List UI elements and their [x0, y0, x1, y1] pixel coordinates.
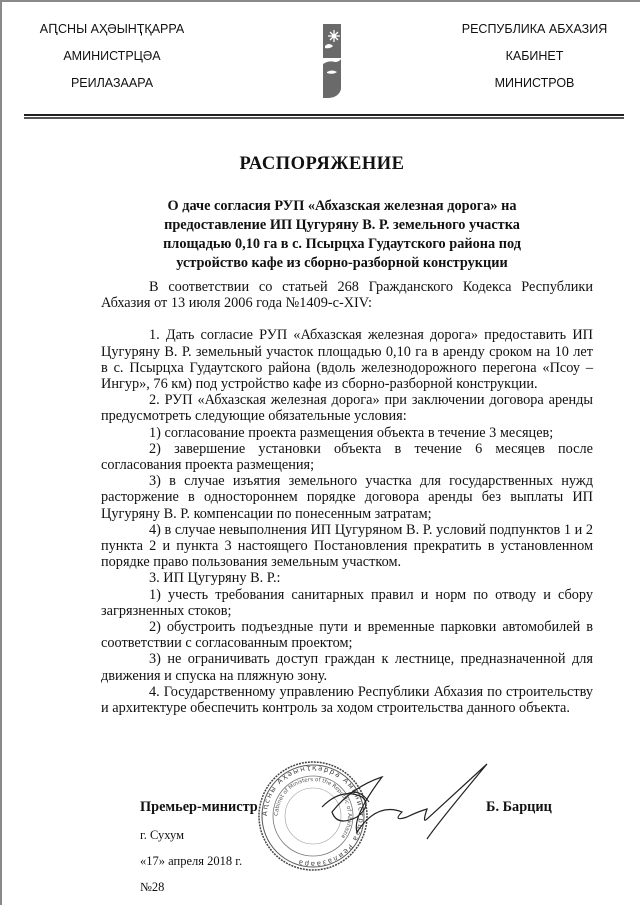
clause-3-item-1: 1) учесть требования санитарных правил и норм по отводу и сбору загрязненных стоков;: [101, 586, 593, 619]
subject-line: устройство кафе из сборно-разборной конструкции: [176, 255, 508, 271]
letterhead-left-line-1: АԤСНЫ АҲӘЫНҬҚАРРА: [39, 22, 185, 36]
header-divider-right-secondary: [322, 117, 624, 119]
clause-3: 3. ИП Цугуряну В. Р.:: [149, 570, 281, 587]
signatory-name: Б. Барциц: [486, 799, 552, 815]
letterhead-left-line-2: АМИНИСТРЦӘА: [63, 49, 161, 63]
clause-2-item-3: 3) в случае изъятия земельного участка для государственных нужд расторжение в одностороннем порядке договора аренды без выплаты ИП Цугуряну В. Р. компенсации по понесенным затратам;: [101, 473, 593, 522]
handwritten-signature-icon: [292, 762, 492, 842]
header-divider-right: [322, 114, 624, 116]
letterhead-right-line-3: МИНИСТРОВ: [494, 76, 575, 90]
stamp-outer-text: Аԥсны Аҳәынҭқарра Аминистрцәа Реилазаара: [260, 763, 366, 869]
clause-2-item-2: 2) завершение установки объекта в течение 6 месяцев после согласования проекта размещения;: [101, 440, 593, 474]
document-number: №28: [140, 880, 165, 894]
signatory-position: Премьер-министр: [140, 799, 258, 815]
clause-3-item-2: 2) обустроить подъездные пути и временные парковки автомобилей в соответствии с согласованным проектом;: [101, 619, 593, 652]
clause-1: 1. Дать согласие РУП «Абхазская железная дорога» предоставить ИП Цугуряну В. Р. земельный участок площадью 0,10 га в аренду сроком на 10 лет в с. Псырцха Гудаутского района (вдоль железнодорожного перегона «Псоу – Ингур», 76 км) под устройство кафе из сборно-разборной конструкции.: [101, 327, 593, 393]
subject-line: О даче согласия РУП «Абхазская железная дорога» на: [167, 198, 517, 214]
clause-2-item-4: 4) в случае невыполнения ИП Цугуряном В. Р. условий подпунктов 1 и 2 пункта 2 и пункта 3 настоящего Постановления прекратить в установленном порядке право пользования земельным участком.: [101, 521, 593, 571]
letterhead-abkhaz: [22, 22, 202, 103]
document-title: РАСПОРЯЖЕНИЕ: [239, 154, 405, 174]
letterhead-right-line-2: КАБИНЕТ: [505, 49, 564, 63]
document-subject: [142, 197, 542, 273]
coat-of-arms-emblem-icon: [323, 24, 343, 98]
clause-2-item-1: 1) согласование проекта размещения объекта в течение 3 месяцев;: [149, 424, 554, 441]
clause-2: 2. РУП «Абхазская железная дорога» при заключении договора аренды предусмотреть следующие обязательные условия:: [101, 392, 593, 425]
preamble: В соответствии со статьей 268 Гражданского Кодекса Республики Абхазия от 13 июля 2006 года №1409-с-XIV:: [101, 279, 593, 312]
issue-date: «17» апреля 2018 г.: [140, 854, 243, 868]
letterhead-russian: [442, 22, 627, 103]
clause-4: 4. Государственному управлению Республики Абхазия по строительству и архитектуре обеспечить контроль за ходом строительства данного объекта.: [101, 683, 593, 717]
clause-3-item-3: 3) не ограничивать доступ граждан к лестнице, предназначенной для движения и спуска на пляжную зону.: [101, 651, 593, 684]
subject-line: предоставление ИП Цугуряну В. Р. земельного участка: [164, 217, 520, 233]
document-body: [101, 279, 593, 716]
letterhead-left-line-3: РЕИЛАЗААРА: [70, 76, 154, 90]
subject-line: площадью 0,10 га в с. Псырцха Гудаутского района под: [163, 236, 521, 252]
letterhead-right-line-1: РЕСПУБЛИКА АБХАЗИЯ: [461, 22, 608, 36]
issue-place: г. Сухум: [140, 828, 185, 842]
stamp-inner-text: Cabinet of Ministers of the Republic of Abkhazia: [273, 776, 353, 840]
